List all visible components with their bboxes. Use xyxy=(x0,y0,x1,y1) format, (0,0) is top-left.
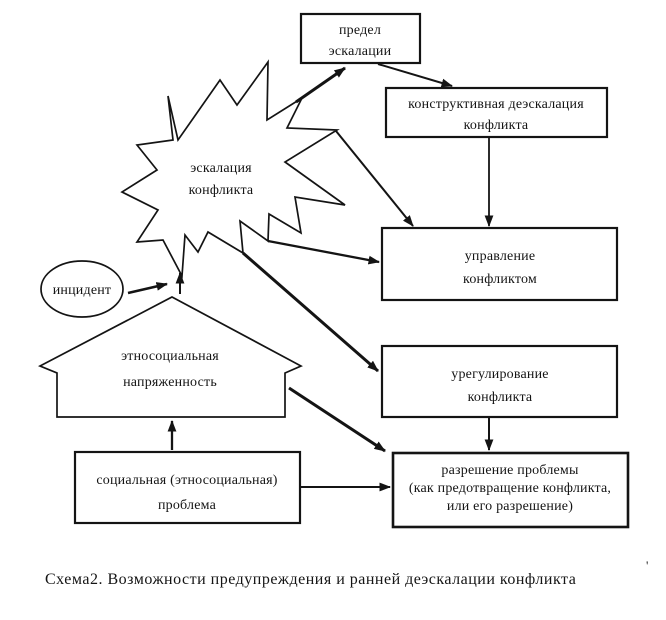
arrow-star-to-escalation-limit xyxy=(296,68,345,102)
node-constructive-deescalation xyxy=(386,88,607,137)
escalation-label-line2: конфликта xyxy=(188,183,254,198)
escalation-limit-line1: предел xyxy=(338,23,382,38)
node-incident xyxy=(41,261,123,317)
escalation-limit-line2: эскалации xyxy=(328,44,392,59)
arrow-tension-to-resolution xyxy=(289,388,385,451)
node-conflict-settlement xyxy=(382,346,617,417)
stray-scan-mark: ' xyxy=(646,558,649,573)
incident-label: инцидент xyxy=(52,283,112,298)
arrow-star-to-management-top xyxy=(336,131,413,226)
node-escalation-star xyxy=(122,62,345,276)
conflict-management-line2: конфликтом xyxy=(463,272,537,287)
arrow-incident-to-star xyxy=(128,284,167,293)
diagram-caption: Схема2. Возможности предупреждения и ранней деэскалации конфликта xyxy=(45,571,577,588)
problem-resolution-line2: (как предотвращение конфликта, xyxy=(408,481,612,496)
problem-resolution-line1: разрешение проблемы xyxy=(441,463,579,478)
problem-resolution-line3: или его разрешение) xyxy=(446,499,574,514)
conflict-settlement-line2: конфликта xyxy=(467,390,533,405)
constructive-deescalation-line1: конструктивная деэскалация xyxy=(408,97,584,112)
conflict-settlement-line1: урегулирование xyxy=(451,367,549,382)
node-social-problem xyxy=(75,452,300,523)
node-conflict-management xyxy=(382,228,617,300)
constructive-deescalation-line2: конфликта xyxy=(463,118,529,133)
conflict-management-box xyxy=(382,228,617,300)
node-problem-resolution xyxy=(393,453,628,527)
arrow-star-to-management-left xyxy=(268,241,379,262)
social-problem-line1: социальная (этносоциальная) xyxy=(96,473,278,488)
tension-label-line2: напряженность xyxy=(123,375,217,390)
arrow-limit-to-constructive-deescalation xyxy=(378,64,452,86)
node-escalation-limit xyxy=(301,14,420,63)
escalation-label-line1: эскалация xyxy=(190,161,252,176)
conflict-management-line1: управление xyxy=(464,249,536,264)
tension-label-line1: этносоциальная xyxy=(121,349,219,364)
social-problem-line2: проблема xyxy=(157,498,217,513)
